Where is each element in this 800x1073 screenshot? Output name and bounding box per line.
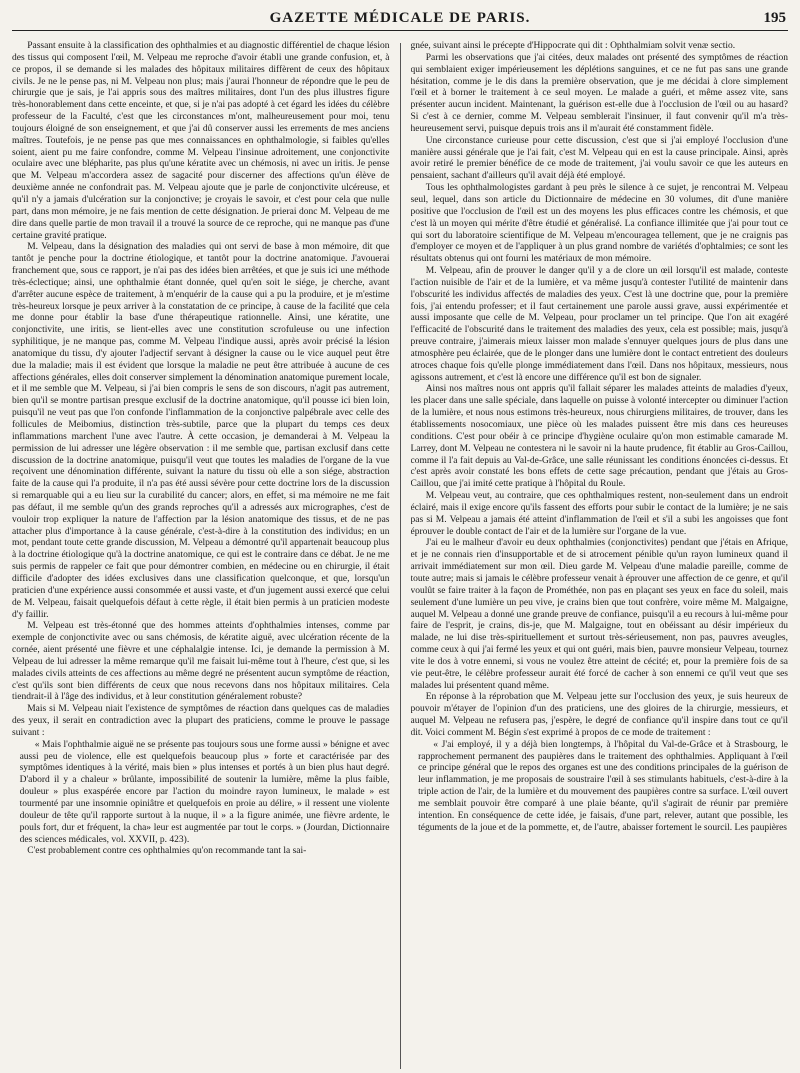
left-column — [12, 41, 390, 1071]
paragraph: En réponse à la réprobation que M. Velpeau jette sur l'occlusion des yeux, je suis heureux de pouvoir m'étayer de l'opinion d'un des praticiens, une des gloires de la chirurgie, messieurs, et auquel M. Velpeau ne refusera pas, j'espère, le degré de confiance qu'il inspire dans tout ce qu'il dit. Voici comment M. Bégin s'est exprimé à propos de ce mode de traitement : — [410, 692, 788, 738]
text-columns — [12, 41, 788, 1071]
paragraph: Tous les ophthalmologistes gardant à peu près le silence à ce sujet, je rencontrai M. Velpeau seul, lequel, dans son article du Dictionnaire de médecine en 30 volumes, dit d'une manière positive que l'occlusion de l'œil est un des moyens les plus efficaces contre les chémosis, et que c'est là un moyen qui mérite d'être étudié et généralisé. La confiance illimitée que j'ai pour tout ce qui sort du laboratoire scientifique de M. Velpeau m'encouragea tellement, que je ne craignis pas d'employer ce moyen et de l'appliquer à un plus grand nombre de variétés d'ophtalmies; ce sont les résultats obtenus qui ont fourni les matériaux de mon mémoire. — [410, 183, 788, 265]
paragraph: M. Velpeau veut, au contraire, que ces ophthalmiques restent, non-seulement dans un endroit éclairé, mais il exige encore qu'ils fassent des efforts pour subir le contact de la lumière; je ne sais pas si M. Velpeau a jamais été atteint d'inflammation de l'œil et s'il a subi les angoisses que font éprouver le double contact de l'air et de la lumière sur l'organe de la vue. — [410, 491, 788, 537]
paragraph: Parmi les observations que j'ai citées, deux malades ont présenté des symptômes de réaction qui semblaient exiger impérieusement les déplétions sanguines, et ce ne fut pas sans une grande hésitation, comme je le dis dans la première observation, que je me décidai à clore simplement l'œil et à borner le traitement à ce seul moyen. Le malade a guéri, et même assez vite, sans présenter aucun incident. Maintenant, la guérison est-elle due à l'occlusion de l'œil ou au hasard? Si c'est à ce dernier, comme M. Velpeau semblerait l'insinuer, il faut convenir qu'il m'a très-heureusement servi, puisque depuis trois ans il m'aurait été constamment fidèle. — [410, 52, 788, 134]
column-divider — [400, 43, 401, 1069]
paragraph: Mais si M. Velpeau niait l'existence de symptômes de réaction dans quelques cas de maladies des yeux, il serait en contradiction avec la plupart des praticiens, comme le prouve le passage suivant : — [12, 704, 390, 738]
running-title: GAZETTE MÉDICALE DE PARIS. — [269, 10, 531, 26]
paragraph: Ainsi nos maîtres nous ont appris qu'il fallait séparer les malades atteints de maladies d'yeux, les placer dans une salle spéciale, dans laquelle on puisse à volonté intercepter ou diminuer l'action de la lumière, et nous nous estimons très-heureux, nous chirurgiens militaires, de trouver, dans les établissements nosocomiaux, une pièce où les malades puissent être mis dans ces heureuses conditions. C'est pour obéir à ce principe d'hygiène oculaire qu'on mon estimable camarade M. Larrey, dont M. Velpeau ne contestera ni le savoir ni la haute prudence, fit établir au Gros-Caillou, comme il l'a fait depuis au Val-de-Grâce, une salle réunissant les conditions énoncées ci-dessus. Et c'est après avoir constaté les bons effets de cette sage précaution, pendant que j'étais au Gros-Caillou, que j'ai imité cette pratique à l'hôpital du Roule. — [410, 384, 788, 490]
paragraph: J'ai eu le malheur d'avoir eu deux ophthalmies (conjonctivites) pendant que j'étais en Afrique, et je ne connais rien d'insupportable et de si atrocement pénible qu'un rayon lumineux quand il arrivait immédiatement sur mon œil. Dieu garde M. Velpeau d'une maladie pareille, comme de toute autre; mais si jamais le célèbre professeur venait à éprouver une affection de ce genre, et qu'il voulût se faire traiter à la façon de Prométhée, non pas en plaçant ses yeux en face du soleil, mais seulement d'une lumière un peu vive, je crains bien que tout confrère, voire même M. Malgaigne, auquel M. Velpeau a donné une grande preuve de confiance, puisqu'il a eu recours à lui-même pour faire de l'esprit, je crains, dis-je, que M. Malgaigne, tout en obéissant au désir impérieux du malade, ne lui dise très-spirituellement et surtout très-sérieusement, non pas, pauvres aveugles, comme ceux à qui j'ai fermé les yeux et qui ont guéri, mais bien, pauvre monsieur Velpeau, tournez vite le dos à votre ennemi, si vous ne voulez être atteint de cécité; et, pour la première fois de sa vie peut-être, le célèbre professeur aurait été forcé de cacher à son ennemi ce qu'il veut que ses malades lui présentent quand même. — [410, 538, 788, 691]
paragraph: M. Velpeau, dans la désignation des maladies qui ont servi de base à mon mémoire, dit que tantôt je penche pour la doctrine étiologique, et tantôt pour la doctrine anatomique. J'avouerai franchement que, sous ce rapport, je n'ai pas des idées bien arrêtées, et que je suis ici une méthode très-éclectique; ainsi, une ophthalmie étant donnée, quel qu'en soit le siége, je cherche, avant d'arrêter aucune espèce de traitement, à m'enquérir de la cause qui a pu la produire, et je m'estime très-heureux lorsque je peux arriver à la constatation de ce principe, à cause de la facilité que cela me donne pour établir la base d'une thérapeutique rationnelle. Ainsi, une kératite, une conjonctivite, une iritis, se lient-elles avec une constitution scrofuleuse ou une infection syphilitique, je ne manque pas, comme M. Velpeau l'indique aussi, après avoir précisé la lésion anatomique du tissu, d'y ajouter l'adjectif servant à désigner la cause ou le vice auquel peut être due la maladie; mais il est évident que lorsque la maladie ne peut être attribuée à aucune de ces affections générales, elles doit conserver simplement la dénomination anatomique purement locale, et il me semble que M. Velpeau, si j'ai bien compris le sens de son discours, n'agit pas autrement, bien qu'il se montre partisan presque exclusif de la doctrine anatomique, qu'il pousse ici bien loin, puisqu'il ne veut pas que l'on confonde l'inflammation de la conjonctive palpébrale avec celle des follicules de Meibomius, distinction très-subtile, parce que la plupart du temps ces deux inflammations marchent l'une avec l'autre. À cette occasion, je demanderai à M. Velpeau la permission de lui adresser une légère observation : il me semble que, partisan exclusif dans cette discussion de la doctrine anatomique, puisqu'il veut que toutes les maladies de l'organe de la vue reçoivent une dénomination différente, suivant la nature du tissu où elle a son siége, abstraction faite de la cause qui l'a produite, il n'a pas été aussi sévère pour cette doctrine lors de la discussion si remarquable qui a eu lieu sur la curabilité du cancer; alors, en effet, si ma mémoire ne me fait pas défaut, il me semble qu'un des grands reproches qu'il a adressés aux micrographes, c'est de vouloir trop expliquer la nature de l'affection par la lésion anatomique des tissus, et de ne pas attacher plus d'importance à la cause générale, c'est-à-dire à la constitution des individus; en un mot, pendant toute cette grande discussion, M. Velpeau a démontré qu'il appartenait beaucoup plus à la doctrine étiologique qu'à la doctrine anatomique, ce qui est le contraire dans ce débat. Je ne me suis permis de rappeler ce fait que pour démontrer combien, en médecine ou en chirurgie, il était difficile d'adopter des idées exclusives dans une classification quelconque, et que, lorsqu'un praticien d'une expérience aussi consommée et aussi vaste, et d'un jugement aussi exercé que celui de M. Velpeau, faisait quelquefois défaut à cette règle, il était bien permis à un praticien modeste d'y faillir. — [12, 242, 390, 620]
block-quote: « Mais l'ophthalmie aiguë ne se présente pas toujours sous une forme aussi » bénigne et avec aussi peu de violence, elle est quelquefois beaucoup plus » forte et caractérisée par des symptômes identiques à la vérité, mais bien » plus intenses et portés à un bien plus haut degré. D'abord il y a chaleur » brûlante, impossibilité de soutenir la lumière, même la plus faible, douleur » plus exaspérée encore par l'action du moindre rayon lumineux, le malade » est tourmenté par une insomnie opiniâtre et quelquefois en proie au délire, » il ressent une violente douleur de tête qu'il rapporte surtout à la nuque, il » a la figure animée, une fièvre ardente, le pouls fort, dur et fréquent, la cha» leur est augmentée par tout le corps. » (Jourdan, Dictionnaire des sciences médicales, vol. XXVII, p. 423). — [19, 739, 390, 845]
paragraph: Passant ensuite à la classification des ophthalmies et au diagnostic différentiel de chaque lésion des tissus qui composent l'œil, M. Velpeau me reproche d'avoir établi une grande confusion, et, à ce propos, il se demande si les malades des hôpitaux militaires diffèrent de ceux des hôpitaux civils. Je ne le pense pas, ni M. Velpeau non plus; mais j'aurai l'honneur de répondre que le peu de chirurgie que je sais, je l'ai appris sous des maîtres militaires, dont l'un des plus illustres figure très-honorablement dans cette enceinte, et que, si je n'ai pas adopté à cet égard les idées du célèbre professeur de la Faculté, c'est que les circonstances m'ont, malheureusement pour moi, tenu toujours éloigné de son enseignement, et que j'ai dû conserver aussi les errements de mes anciens maîtres. Toutefois, je ne pense pas que mes connaissances en ophthalmologie, si faibles qu'elles soient, aient pu me faire confondre, comme M. Velpeau l'insinue adroitement, une conjonctivite oculaire avec une blépharite, pas plus qu'une kératite avec un chémosis, ni avec un iritis. Je pense que M. Velpeau m'accordera assez de sagacité pour discerner des affections qu'un élève de deuxième année ne confondrait pas. M. Velpeau ajoute que je parle de conjonctivite ulcéreuse, et qu'il n'y a jamais d'ulcération sur la conjonctive; je croyais le savoir, et c'est pour cela que nulle part, dans mon mémoire, je ne fais mention de cette désignation. Je prierai donc M. Velpeau de me dire dans quelle partie de mon travail il a trouvé la source de ce reproche, qui ne manque pas d'une certaine gravité pratique. — [12, 41, 390, 241]
right-column — [411, 41, 789, 1071]
paragraph: M. Velpeau, afin de prouver le danger qu'il y a de clore un œil lorsqu'il est malade, conteste l'action nuisible de l'air et de la lumière, et va même jusqu'à contester l'utilité de maintenir dans l'obscurité les individus affectés de maladies des yeux. C'est là une doctrine que, pour la première fois, j'ai entendu professer; et il faut certainement une parole aussi grave, aussi expérimentée et aussi imposante que celle de M. Velpeau, pour proclamer un tel principe. Que l'on ait exagéré l'efficacité de l'obscurité dans le traitement des maladies des yeux, cela est possible; mais, jusqu'à preuve contraire, j'aimerais mieux laisser mon malade s'ennuyer quelques jours de plus dans une atmosphère peu éclairée, que de le plonger dans une lumière dont le contact entretient des douleurs atroces chaque fois qu'elle plonge immédiatement dans l'œil. Dans nos hôpitaux, messieurs, nous agissons autrement, et c'est là encore une différence qu'il est bon de signaler. — [410, 266, 788, 383]
page-header — [12, 8, 788, 31]
page-number: 195 — [763, 10, 786, 26]
paragraph-continuation: gnée, suivant ainsi le précepte d'Hippocrate qui dit : Ophthalmiam solvit venæ sectio. — [410, 41, 736, 51]
block-quote: « J'ai employé, il y a déjà bien longtemps, à l'hôpital du Val-de-Grâce et à Strasbourg, le rapprochement permanent des paupières dans le traitement des ophthalmies. Appliquant à l'œil ce principe général que le repos des organes est une des conditions principales de la guérison de leur inflammation, je me proposais de soustraire l'œil à ses stimulants habituels, c'est-à-dire à la triple action de l'air, de la lumière et du mouvement des paupières contre sa surface. L'œil ouvert me semblait pouvoir être comparé à une plaie béante, qu'il s'agirait de réunir par première intention. En conséquence de cette idée, je faisais, d'une part, relever, autant que possible, les téguments de la joue et de la pommette, et, de l'autre, abaisser fortement le sourcil. Les paupières — [418, 739, 788, 833]
paragraph: M. Velpeau est très-étonné que des hommes atteints d'ophthalmies intenses, comme par exemple de conjonctivite avec ou sans chémosis, de kératite aiguë, avec ulcération récente de la cornée, aient présenté une fièvre et une céphalalgie intense. Ici, je demande la permission à M. Velpeau de lui adresser la même remarque qu'il me faisait lui-même tout à l'heure, c'est que, si les malades civils atteints de ces affections au même degré ne présentent aucun symptôme de réaction, c'est qu'ils sont bien différents de ceux que nous recevons dans nos hôpitaux militaires. Cela tiendrait-il à l'âge des individus, et à leur constitution généralement robuste? — [12, 621, 390, 703]
paragraph: C'est probablement contre ces ophthalmies qu'on recommande tant la sai- — [27, 846, 307, 857]
paragraph: Une circonstance curieuse pour cette discussion, c'est que si j'ai employé l'occlusion d'une manière aussi générale que je l'ai fait, c'est M. Velpeau qui en est la cause principale. Ainsi, après avoir retiré le premier bénéfice de ce mode de traitement, j'ai voulu savoir ce que les auteurs en pensaient, sachant d'ailleurs qu'il avait déjà été employé. — [410, 135, 788, 182]
